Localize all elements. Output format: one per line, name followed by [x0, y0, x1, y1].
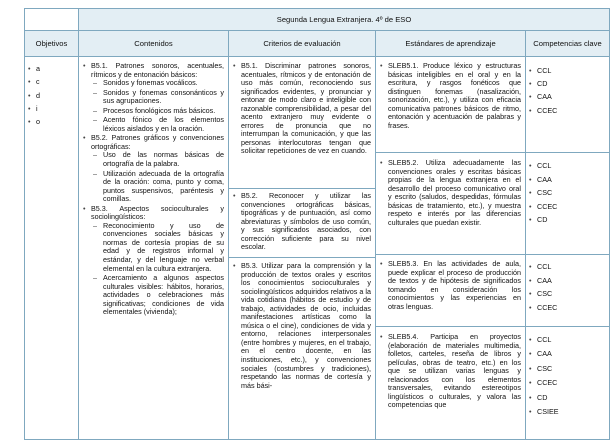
estandar-text: SLEB5.1. Produce léxico y estructuras básicas inteligibles en el oral y en la escritura, y rasgos fonéticos que distinguen fonemas (nasalización, sonorización, etc.), y utiliza con eficacia comunicativa patrones básicos de ritmo, entonación y acentuación de palabras y frases.: [388, 61, 521, 130]
list-item: • CCL: [529, 159, 606, 173]
competencias-cell: [526, 57, 610, 153]
estandar-item: • SLEB5.3. En las actividades de aula, puede explicar el proceso de producción de textos y de hipótesis de significados tomando en consideración los conocimientos y las experiencias en otras lenguas.: [380, 259, 521, 311]
criterio-item: • B5.1. Discriminar patrones sonoros, acentuales, rítmicos y de entonación de uso más común, reconociendo sus significados evidentes, y pronunciar y entonar de modo claro e inteligible con razonable comprensibilidad, a pesar del acento extranjero muy evidente o errores de pronuncia que no interrumpan la comunicación, y que las personas interlocutoras tengan que solicitar repeticiones de vez en cuando.: [233, 61, 371, 156]
list-item: • CSC: [529, 287, 606, 301]
criterio-text: B5.1. Discriminar patrones sonoros, acentuales, rítmicos y de entonación de uso más común, reconociendo sus significados evidentes, y pronunciar y entonar de modo claro e inteligible con razonable comprensibilidad, a pesar del acento extranjero muy evidente o errores de pronuncia que no interrumpan la comunicación, y que las personas interlocutoras tengan que solicitar repeticiones de vez en cuando.: [241, 61, 371, 156]
competencias-cell: [526, 153, 610, 255]
curriculum-table: [24, 8, 610, 440]
list-item: • CAA: [529, 173, 606, 187]
competencia-text: CSIEE: [537, 407, 559, 417]
contenido-subitem: – Sonidos y fonemas consonánticos y sus agrupaciones.: [93, 87, 224, 106]
contenido-text: Acercamiento a algunos aspectos culturales visibles: hábitos, horarios, actividades o celebraciones más significativas; condiciones de vida elementales (vivienda);: [103, 273, 224, 317]
list-item: • CSC: [529, 362, 606, 376]
list-item: • CCL: [529, 64, 606, 77]
list-item: • d: [28, 89, 75, 102]
estandar-text: SLEB5.2. Utiliza adecuadamente las convenciones orales y escritas básicas propias de la lengua extranjera en el desarrollo del proceso comunicativo oral y escrito (saludos, despedidas, fórmulas básicas de tratamiento, etc.), y muestra respeto e interés por las diferencias culturales que puedan existir.: [388, 158, 521, 227]
competencia-text: CCEC: [537, 105, 558, 115]
table-title: [79, 9, 610, 31]
competencia-text: CCL: [537, 335, 552, 344]
list-item: • CAA: [529, 90, 606, 103]
competencia-text: CSC: [537, 289, 553, 299]
criterio-item: • B5.2. Reconocer y utilizar las convenciones ortográficas básicas, tipográficas y de puntuación, así como abreviaturas y símbolos de uso común, y sus significados asociados, con corrección suficiente para su nivel escolar.: [233, 191, 371, 252]
list-item: • CAA: [529, 274, 606, 288]
contenido-subitem: – Acercamiento a algunos aspectos culturales visibles: hábitos, horarios, actividades o celebraciones más significativas; condiciones de vida elementales (vivienda);: [93, 273, 224, 317]
competencia-text: CCL: [537, 262, 552, 271]
list-item: • CSC: [529, 186, 606, 200]
objetivo-text: d: [36, 90, 40, 100]
competencia-text: CSC: [537, 363, 553, 373]
competencia-text: CCL: [537, 161, 552, 170]
header-objetivos-text: Objetivos: [35, 39, 68, 48]
competencia-text: CAA: [537, 275, 552, 285]
list-item: • CSIEE: [529, 405, 606, 419]
header-criterios: [229, 31, 376, 57]
list-item: • a: [28, 62, 75, 75]
competencia-text: CD: [537, 392, 548, 402]
contenido-subitem: – Utilización adecuada de la ortografía de la oración: coma, punto y coma, puntos suspensivos, paréntesis y comillas.: [93, 168, 224, 204]
contenido-subitem: – Uso de las normas básicas de ortografía de la palabra.: [93, 150, 224, 169]
list-item: • CCEC: [529, 104, 606, 117]
criterio-cell: [229, 57, 376, 189]
contenido-item: • B5.3. Aspectos socioculturales y sociolingüísticos:: [83, 203, 224, 222]
objetivo-text: o: [36, 117, 40, 127]
header-criterios-text: Criterios de evaluación: [263, 39, 341, 48]
contenido-subitem: – Reconocimiento y uso de convenciones sociales básicas y normas de cortesía propias de su edad y de registros informal y estándar, y del lenguaje no verbal elemental en la cultura extranjera.: [93, 220, 224, 273]
competencia-text: CD: [537, 215, 548, 225]
list-item: • CCL: [529, 260, 606, 274]
header-contenidos: [79, 31, 229, 57]
header-competencias-text: Competencias clave: [533, 39, 602, 48]
competencia-text: CAA: [537, 174, 552, 184]
objetivo-text: c: [36, 77, 40, 87]
criterio-item: • B5.3. Utilizar para la comprensión y la producción de textos orales y escritos los conocimientos socioculturales y sociolingüísticos adquiridos relativos a la vida cotidiana (hábitos de estudio y de trabajo, actividades de ocio, incluidas manifestaciones artísticas como la música o el cine), condiciones de vida y entorno, relaciones interpersonales (entre hombres y mujeres, en el trabajo, en el centro docente, en las instituciones, etc.), y convenciones sociales (costumbres y tradiciones), respetando las normas de cortesía y más bási-: [233, 261, 371, 390]
estandar-cell: [376, 57, 526, 153]
objetivo-text: i: [36, 103, 38, 113]
competencias-cell: [526, 255, 610, 327]
estandar-item: • SLEB5.1. Produce léxico y estructuras básicas inteligibles en el oral y en la escritura, y rasgos fonéticos que distinguen fonemas (nasalización, sonorización, etc.), y utiliza con eficacia comunicativa patrones básicos de ritmo, entonación y acentuación de palabras y frases.: [380, 61, 521, 130]
list-item: • o: [28, 115, 75, 128]
contenido-text: Sonidos y fonemas vocálicos.: [103, 78, 198, 88]
list-item: • CD: [529, 77, 606, 90]
contenido-text: Uso de las normas básicas de ortografía de la palabra.: [103, 150, 224, 169]
list-item: • c: [28, 75, 75, 88]
header-objetivos: [25, 31, 79, 57]
competencias-cell: [526, 327, 610, 440]
header-estandares: [376, 31, 526, 57]
contenido-item: • B5.2. Patrones gráficos y convenciones ortográficas:: [83, 133, 224, 151]
contenido-text: Procesos fonológicos más básicos.: [103, 105, 216, 115]
list-item: • CCEC: [529, 301, 606, 315]
contenido-text: Acento fónico de los elementos léxicos aislados y en la oración.: [103, 115, 224, 133]
competencia-text: CCL: [537, 66, 552, 75]
list-item: • CCEC: [529, 200, 606, 214]
header-contenidos-text: Contenidos: [134, 39, 173, 48]
title-spacer: [25, 9, 79, 31]
contenido-text: B5.3. Aspectos socioculturales y sociolingüísticos:: [91, 203, 224, 222]
objetivos-cell: [25, 57, 79, 440]
competencia-text: CAA: [537, 92, 552, 102]
header-estandares-text: Estándares de aprendizaje: [405, 39, 496, 48]
list-item: • CAA: [529, 347, 606, 361]
list-item: • CCL: [529, 333, 606, 347]
contenido-text: B5.2. Patrones gráficos y convenciones ortográficas:: [91, 133, 224, 151]
contenido-subitem: – Procesos fonológicos más básicos.: [93, 107, 224, 116]
criterio-text: B5.3. Utilizar para la comprensión y la producción de textos orales y escritos los conocimientos socioculturales y sociolingüísticos adquiridos relativos a la vida cotidiana (hábitos de estudio y de trabajo, actividades de ocio, incluidas manifestaciones artísticas como la música o el cine), condiciones de vida y entorno, relaciones interpersonales (entre hombres y mujeres, en el trabajo, en el centro docente, en las instituciones, etc.), y convenciones sociales (costumbres y tradiciones), respetando las normas de cortesía y más bási-: [241, 261, 371, 390]
competencia-text: CAA: [537, 349, 552, 359]
contenido-text: Utilización adecuada de la ortografía de la oración: coma, punto y coma, puntos suspensivos, paréntesis y comillas.: [103, 168, 224, 204]
criterio-text: B5.2. Reconocer y utilizar las convenciones ortográficas básicas, tipográficas y de puntuación, así como abreviaturas y símbolos de uso común, y sus significados asociados, con corrección suficiente para su nivel escolar.: [241, 191, 371, 252]
contenido-text: Sonidos y fonemas consonánticos y sus agrupaciones.: [103, 87, 224, 106]
criterio-cell: [229, 189, 376, 258]
estandar-item: • SLEB5.2. Utiliza adecuadamente las convenciones orales y escritas básicas propias de la lengua extranjera en el desarrollo del proceso comunicativo oral y escrito (saludos, despedidas, fórmulas básicas de tratamiento, etc.), y muestra respeto e interés por las diferencias culturales que puedan existir.: [380, 158, 521, 227]
estandar-cell: [376, 255, 526, 327]
competencia-text: CCEC: [537, 201, 558, 211]
contenido-item: • B5.1. Patrones sonoros, acentuales, rítmicos y de entonación básicos:: [83, 61, 224, 79]
competencia-text: CSC: [537, 188, 553, 198]
list-item: • i: [28, 102, 75, 115]
header-competencias: [526, 31, 610, 57]
estandar-text: SLEB5.3. En las actividades de aula, puede explicar el proceso de producción de textos y de hipótesis de significados tomando en consideración los conocimientos y las experiencias en otras lenguas.: [388, 259, 521, 311]
estandar-cell: [376, 327, 526, 440]
competencia-text: CCEC: [537, 378, 558, 388]
competencia-text: CD: [537, 79, 548, 89]
list-item: • CCEC: [529, 376, 606, 390]
estandar-text: SLEB5.4. Participa en proyectos (elaboración de materiales multimedia, folletos, carteles, reseña de libros y películas, obras de teatro, etc.) en los que se utilizan varias lenguas y relacionados con los elementos transversales, evitando estereotipos lingüísticos o culturales, y valora las competencias que: [388, 332, 521, 410]
table-title-text: Segunda Lengua Extranjera. 4º de ESO: [276, 15, 412, 24]
competencia-text: CCEC: [537, 302, 558, 312]
list-item: • CD: [529, 391, 606, 405]
estandar-item: • SLEB5.4. Participa en proyectos (elaboración de materiales multimedia, folletos, carteles, reseña de libros y películas, obras de teatro, etc.) en los que se utilizan varias lenguas y relacionados con los elementos transversales, evitando estereotipos lingüísticos o culturales, y valora las competencias que: [380, 332, 521, 410]
contenido-subitem: – Sonidos y fonemas vocálicos.: [93, 79, 224, 88]
contenido-text: B5.1. Patrones sonoros, acentuales, rítmicos y de entonación básicos:: [91, 61, 224, 79]
contenido-subitem: – Acento fónico de los elementos léxicos aislados y en la oración.: [93, 115, 224, 133]
list-item: • CD: [529, 213, 606, 227]
objetivo-text: a: [36, 64, 40, 73]
criterio-cell: [229, 258, 376, 440]
contenido-text: Reconocimiento y uso de convenciones sociales básicas y normas de cortesía propias de su edad y de registros informal y estándar, y del lenguaje no verbal elemental en la cultura extranjera.: [103, 220, 224, 273]
estandar-cell: [376, 153, 526, 255]
contenidos-cell: [79, 57, 229, 440]
